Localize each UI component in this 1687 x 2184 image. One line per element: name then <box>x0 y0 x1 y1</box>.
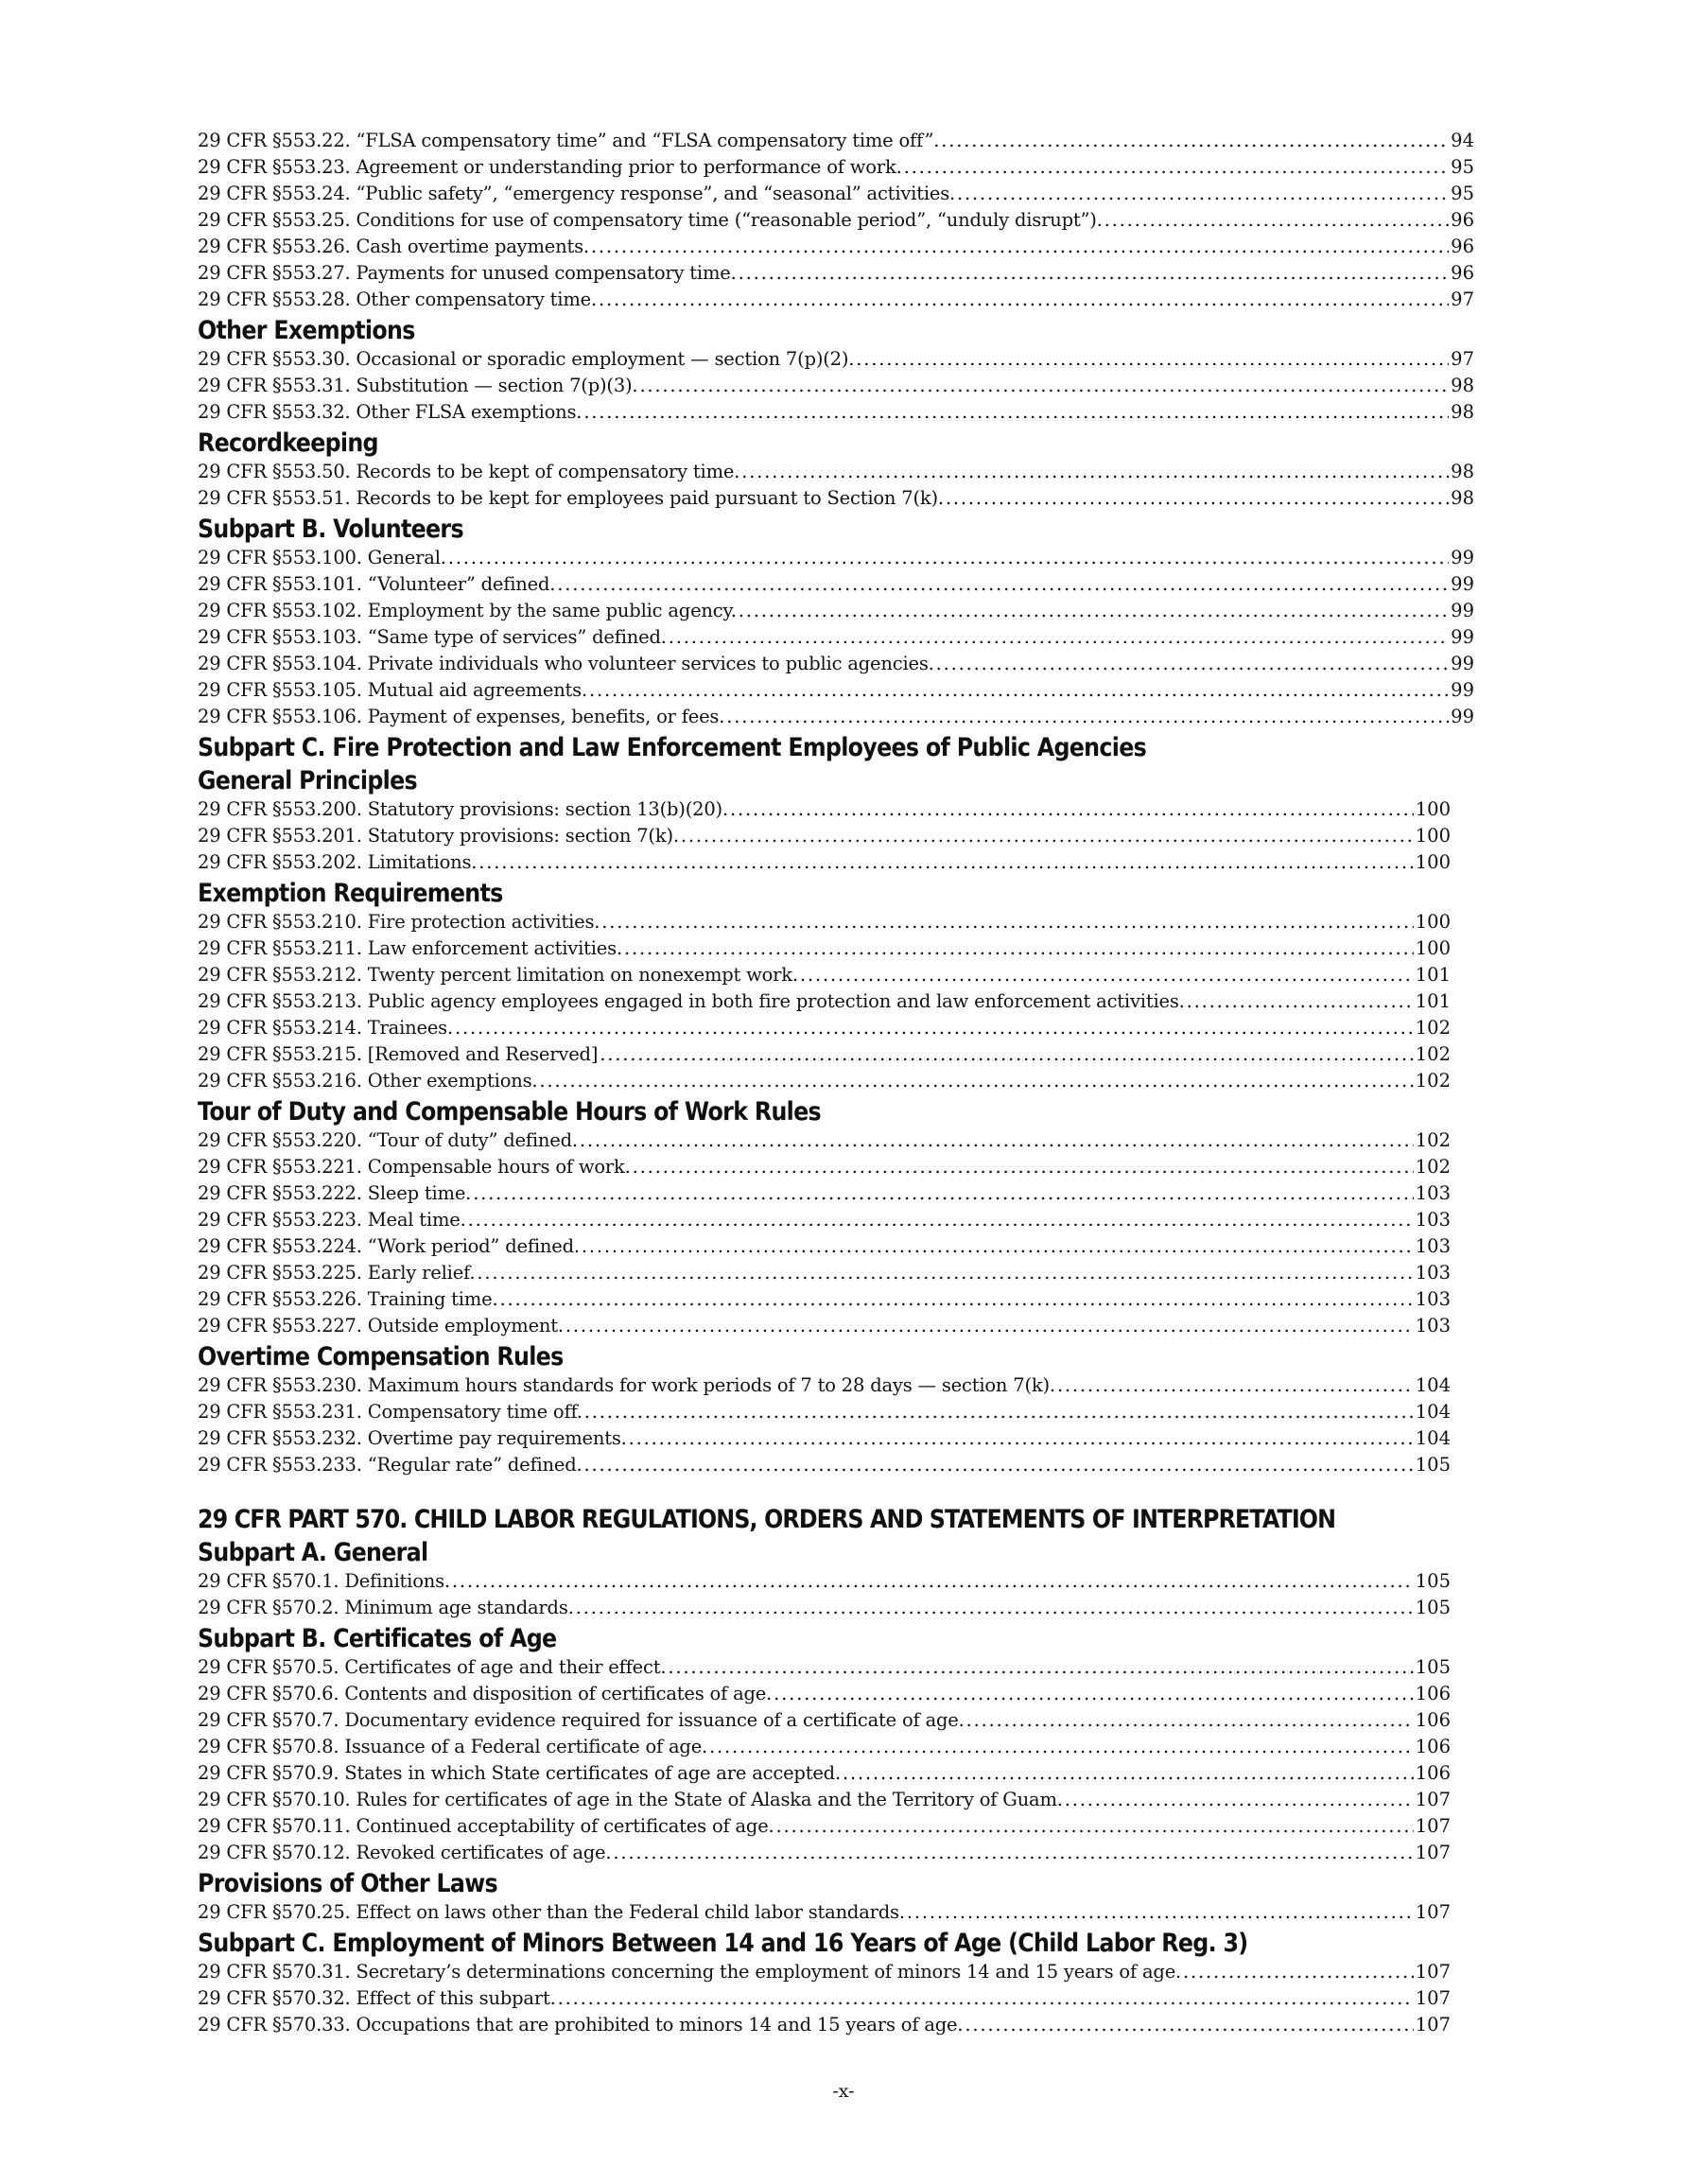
toc-entry-page: 99 <box>1451 706 1474 727</box>
toc-entry-page: 102 <box>1415 1070 1451 1092</box>
toc-entry-page: 107 <box>1415 1961 1451 1983</box>
dot-leader <box>965 2012 1413 2038</box>
dot-leader <box>601 909 1414 935</box>
toc-entry-page: 103 <box>1415 1262 1451 1284</box>
toc-entry[interactable] <box>198 1180 1451 1207</box>
toc-entry-title: 29 CFR §570.8. Issuance of a Federal certificate of age. <box>198 1736 708 1757</box>
toc-entry[interactable] <box>198 459 1474 485</box>
toc-entry-page: 104 <box>1415 1427 1451 1449</box>
toc-entry-title: 29 CFR §553.210. Fire protection activities. <box>198 911 600 933</box>
toc-entry[interactable] <box>198 1568 1451 1595</box>
dot-leader <box>583 399 1449 426</box>
dot-leader <box>613 1840 1413 1866</box>
toc-entry-page: 99 <box>1451 600 1474 621</box>
toc-entry[interactable] <box>198 399 1474 426</box>
toc-entry-page: 100 <box>1415 851 1451 873</box>
dot-leader <box>1187 988 1414 1015</box>
toc-entry[interactable] <box>198 909 1451 935</box>
toc-entry-page: 97 <box>1451 288 1474 310</box>
toc-entry-page: 107 <box>1415 1815 1451 1837</box>
dot-leader <box>739 260 1450 287</box>
section-heading: General Principles <box>198 766 417 795</box>
toc-entry-title: 29 CFR §553.232. Overtime pay requirements. <box>198 1427 627 1449</box>
toc-entry-title: 29 CFR §553.24. “Public safety”, “emergency response”, and “seasonal” activities. <box>198 183 956 204</box>
section-heading: Subpart C. Employment of Minors Between 14 and 16 Years of Age (Child Labor Reg. 3) <box>198 1929 1248 1958</box>
dot-leader <box>709 1734 1414 1760</box>
toc-entry-page: 96 <box>1451 262 1474 284</box>
toc-entry[interactable] <box>198 1207 1451 1233</box>
toc-entry-page: 107 <box>1415 1987 1451 2009</box>
toc-entry[interactable] <box>198 1313 1451 1339</box>
toc-entry-title: 29 CFR §553.106. Payment of expenses, benefits, or fees. <box>198 706 725 727</box>
toc-entry[interactable] <box>198 1787 1451 1813</box>
dot-leader <box>452 1568 1414 1595</box>
dot-leader <box>639 373 1449 399</box>
dot-leader <box>473 1180 1414 1207</box>
toc-entry-title: 29 CFR §553.102. Employment by the same public agency. <box>198 600 737 621</box>
toc-entry-title: 29 CFR §553.28. Other compensatory time. <box>198 288 597 310</box>
toc-entry-title: 29 CFR §553.51. Records to be kept for employees paid pursuant to Section 7(k). <box>198 487 944 509</box>
toc-entry-title: 29 CFR §553.220. “Tour of duty” defined. <box>198 1129 578 1151</box>
dot-leader <box>966 1707 1414 1734</box>
section-heading: Subpart B. Volunteers <box>198 515 463 544</box>
toc-entry-title: 29 CFR §570.32. Effect of this subpart. <box>198 1987 556 2009</box>
dot-leader <box>624 935 1414 962</box>
toc-entry-page: 103 <box>1415 1235 1451 1257</box>
toc-entry-title: 29 CFR §553.213. Public agency employees engaged in both fire protection and law enforcement activities. <box>198 990 1185 1012</box>
toc-entry-title: 29 CFR §570.11. Continued acceptability of certificates of age. <box>198 1815 774 1837</box>
toc-entry[interactable] <box>198 234 1474 260</box>
toc-entry-page: 103 <box>1415 1315 1451 1337</box>
toc-entry-page: 102 <box>1415 1129 1451 1151</box>
toc-entry[interactable] <box>198 485 1474 512</box>
dot-leader <box>582 1233 1414 1260</box>
toc-entry-title: 29 CFR §553.230. Maximum hours standards for work periods of 7 to 28 days — section 7(k). <box>198 1374 1055 1396</box>
section-heading: Subpart A. General <box>198 1538 428 1567</box>
toc-entry[interactable] <box>198 935 1451 962</box>
toc-entry-page: 100 <box>1415 937 1451 959</box>
toc-entry[interactable] <box>198 571 1474 598</box>
section-heading: Subpart C. Fire Protection and Law Enforcement Employees of Public Agencies <box>198 733 1147 762</box>
part-heading: 29 CFR PART 570. CHILD LABOR REGULATIONS, ORDERS AND STATEMENTS OF INTERPRETATION <box>198 1505 1336 1534</box>
toc-entry[interactable] <box>198 1068 1451 1094</box>
dot-leader <box>774 1681 1414 1707</box>
toc-entry[interactable] <box>198 598 1474 624</box>
dot-leader <box>941 128 1449 154</box>
toc-entry-page: 107 <box>1415 2014 1451 2035</box>
page-number: -x- <box>832 2081 855 2102</box>
toc-entry[interactable] <box>198 1654 1451 1681</box>
dot-leader <box>668 1654 1413 1681</box>
toc-entry[interactable] <box>198 260 1474 287</box>
dot-leader <box>539 1068 1413 1094</box>
dot-leader <box>589 677 1449 704</box>
toc-entry-title: 29 CFR §553.30. Occasional or sporadic employment — section 7(p)(2). <box>198 348 855 370</box>
toc-entry-title: 29 CFR §553.227. Outside employment. <box>198 1315 564 1337</box>
toc-entry-title: 29 CFR §570.5. Certificates of age and their effect. <box>198 1656 667 1678</box>
dot-leader <box>584 1399 1414 1425</box>
toc-entry-page: 103 <box>1415 1182 1451 1204</box>
toc-entry[interactable] <box>198 1959 1451 1985</box>
toc-entry[interactable] <box>198 1286 1451 1313</box>
dot-leader <box>599 287 1449 313</box>
toc-entry-title: 29 CFR §553.101. “Volunteer” defined. <box>198 573 556 595</box>
section-heading: Exemption Requirements <box>198 879 503 908</box>
toc-entry[interactable] <box>198 1127 1451 1154</box>
toc-entry-page: 98 <box>1451 487 1474 509</box>
dot-leader <box>1104 207 1450 234</box>
dot-leader <box>580 1127 1414 1154</box>
toc-entry[interactable] <box>198 1260 1451 1286</box>
toc-entry[interactable] <box>198 1372 1451 1399</box>
toc-entry-page: 105 <box>1415 1570 1451 1592</box>
toc-entry[interactable] <box>198 1734 1451 1760</box>
dot-leader <box>800 962 1414 988</box>
dot-leader <box>558 1985 1414 2012</box>
toc-entry-title: 29 CFR §553.104. Private individuals who volunteer services to public agencies. <box>198 653 934 674</box>
toc-entry-title: 29 CFR §553.224. “Work period” defined. <box>198 1235 580 1257</box>
toc-entry[interactable] <box>198 988 1451 1015</box>
toc-entry-page: 99 <box>1451 679 1474 701</box>
toc-entry-title: 29 CFR §553.233. “Regular rate” defined. <box>198 1454 583 1476</box>
toc-entry-page: 104 <box>1415 1401 1451 1423</box>
toc-entry-page: 105 <box>1415 1597 1451 1618</box>
toc-entry[interactable] <box>198 1899 1451 1926</box>
toc-entry[interactable] <box>198 128 1474 154</box>
toc-entry-page: 98 <box>1451 461 1474 482</box>
dot-leader <box>741 459 1449 485</box>
dot-leader <box>633 1154 1414 1180</box>
toc-entry[interactable] <box>198 373 1474 399</box>
toc-entry-title: 29 CFR §553.231. Compensatory time off. <box>198 1401 583 1423</box>
toc-entry-page: 100 <box>1415 911 1451 933</box>
toc-entry-title: 29 CFR §553.211. Law enforcement activities. <box>198 937 622 959</box>
toc-entry-page: 96 <box>1451 209 1474 231</box>
section-heading: Overtime Compensation Rules <box>198 1342 564 1372</box>
toc-entry-title: 29 CFR §553.221. Compensable hours of work. <box>198 1156 631 1178</box>
section-heading: Other Exemptions <box>198 316 415 345</box>
toc-entry-title: 29 CFR §570.25. Effect on laws other than the Federal child labor standards. <box>198 1901 905 1923</box>
toc-entry[interactable] <box>198 677 1474 704</box>
toc-entry-title: 29 CFR §570.33. Occupations that are prohibited to minors 14 and 15 years of age. <box>198 2014 964 2035</box>
toc-entry[interactable] <box>198 1707 1451 1734</box>
toc-entry-page: 102 <box>1415 1043 1451 1065</box>
toc-entry-title: 29 CFR §570.6. Contents and disposition of certificates of age. <box>198 1683 773 1704</box>
toc-entry-title: 29 CFR §553.212. Twenty percent limitation on nonexempt work. <box>198 964 798 986</box>
toc-entry[interactable] <box>198 287 1474 313</box>
toc-entry-page: 99 <box>1451 547 1474 568</box>
toc-entry-page: 100 <box>1415 798 1451 820</box>
dot-leader <box>776 1813 1414 1840</box>
section-heading: Recordkeeping <box>198 428 378 458</box>
dot-leader <box>468 1207 1414 1233</box>
toc-entry[interactable] <box>198 1425 1451 1452</box>
toc-entry-title: 29 CFR §553.25. Conditions for use of compensatory time (“reasonable period”, “unduly disrupt”). <box>198 209 1103 231</box>
dot-leader <box>584 1452 1414 1478</box>
toc-entry[interactable] <box>198 207 1474 234</box>
toc-entry-title: 29 CFR §553.31. Substitution — section 7(p)(3). <box>198 375 638 396</box>
toc-entry-title: 29 CFR §570.1. Definitions. <box>198 1570 450 1592</box>
toc-entry-page: 103 <box>1415 1288 1451 1310</box>
dot-leader <box>946 485 1449 512</box>
dot-leader <box>730 796 1414 823</box>
toc-entry[interactable] <box>198 2012 1451 2038</box>
toc-entry-title: 29 CFR §553.215. [Removed and Reserved] <box>198 1043 599 1065</box>
toc-entry-title: 29 CFR §553.222. Sleep time. <box>198 1182 472 1204</box>
section-heading: Provisions of Other Laws <box>198 1869 497 1898</box>
dot-leader <box>669 624 1449 651</box>
toc-entry-title: 29 CFR §553.201. Statutory provisions: section 7(k). <box>198 825 679 847</box>
dot-leader <box>843 1760 1414 1787</box>
toc-entry-title: 29 CFR §553.200. Statutory provisions: section 13(b)(20). <box>198 798 728 820</box>
toc-entry[interactable] <box>198 1399 1451 1425</box>
dot-leader <box>904 154 1450 181</box>
toc-entry-title: 29 CFR §553.105. Mutual aid agreements. <box>198 679 587 701</box>
toc-entry-title: 29 CFR §553.226. Training time. <box>198 1288 498 1310</box>
toc-entry[interactable] <box>198 1015 1451 1041</box>
toc-entry-title: 29 CFR §553.50. Records to be kept of compensatory time. <box>198 461 740 482</box>
toc-entry-title: 29 CFR §570.31. Secretary’s determinations concerning the employment of minors 14 and 15 years of age. <box>198 1961 1182 1983</box>
toc-entry-title: 29 CFR §553.26. Cash overtime payments. <box>198 236 589 257</box>
dot-leader <box>557 571 1449 598</box>
toc-entry[interactable] <box>198 1595 1451 1621</box>
toc-entry-page: 95 <box>1451 156 1474 178</box>
toc-entry[interactable] <box>198 545 1474 571</box>
toc-entry[interactable] <box>198 181 1474 207</box>
toc-entry-title: 29 CFR §553.22. “FLSA compensatory time” and “FLSA compensatory time off”. <box>198 130 940 151</box>
toc-entry[interactable] <box>198 1452 1451 1478</box>
toc-entry[interactable] <box>198 154 1474 181</box>
toc-entry-page: 99 <box>1451 626 1474 648</box>
dot-leader <box>726 704 1449 730</box>
toc-entry[interactable] <box>198 346 1474 373</box>
toc-entry-page: 98 <box>1451 375 1474 396</box>
dot-leader <box>499 1286 1413 1313</box>
toc-entry-page: 101 <box>1415 990 1451 1012</box>
toc-entry-page: 102 <box>1415 1156 1451 1178</box>
dot-leader <box>600 1041 1414 1068</box>
toc-entry[interactable] <box>198 1681 1451 1707</box>
dot-leader <box>907 1899 1414 1926</box>
dot-leader <box>936 651 1450 677</box>
toc-entry-page: 106 <box>1415 1762 1451 1784</box>
toc-entry-page: 97 <box>1451 348 1474 370</box>
toc-entry-title: 29 CFR §553.27. Payments for unused compensatory time. <box>198 262 737 284</box>
toc-entry[interactable] <box>198 1154 1451 1180</box>
toc-entry-page: 95 <box>1451 183 1474 204</box>
toc-entry[interactable] <box>198 962 1451 988</box>
toc-entry-page: 106 <box>1415 1683 1451 1704</box>
section-gap <box>198 1478 1474 1502</box>
toc-entry-title: 29 CFR §553.23. Agreement or understanding prior to performance of work. <box>198 156 902 178</box>
toc-entry-page: 106 <box>1415 1736 1451 1757</box>
dot-leader <box>565 1313 1414 1339</box>
toc-entry-title: 29 CFR §570.10. Rules for certificates of age in the State of Alaska and the Territory of Guam. <box>198 1789 1063 1810</box>
toc-entry-title: 29 CFR §553.103. “Same type of services” defined. <box>198 626 667 648</box>
dot-leader <box>1057 1372 1414 1399</box>
toc-entry-page: 99 <box>1451 653 1474 674</box>
dot-leader <box>957 181 1449 207</box>
dot-leader <box>1183 1959 1414 1985</box>
toc-entry-page: 105 <box>1415 1656 1451 1678</box>
dot-leader <box>739 598 1449 624</box>
toc-entry-page: 99 <box>1451 573 1474 595</box>
toc-entry-title: 29 CFR §570.7. Documentary evidence required for issuance of a certificate of age. <box>198 1709 965 1731</box>
dot-leader <box>591 234 1449 260</box>
toc-entry[interactable] <box>198 651 1474 677</box>
toc-entry-title: 29 CFR §553.216. Other exemptions. <box>198 1070 538 1092</box>
toc-entry-page: 102 <box>1415 1017 1451 1039</box>
toc-entry-title: 29 CFR §570.2. Minimum age standards. <box>198 1597 574 1618</box>
toc-entry-title: 29 CFR §553.214. Trainees. <box>198 1017 453 1039</box>
dot-leader <box>1065 1787 1414 1813</box>
toc-entry[interactable] <box>198 1041 1451 1068</box>
toc-entry[interactable] <box>198 823 1451 849</box>
toc-entry-title: 29 CFR §570.12. Revoked certificates of age. <box>198 1842 612 1863</box>
toc-entry-page: 96 <box>1451 236 1474 257</box>
toc-entry-page: 107 <box>1415 1789 1451 1810</box>
toc-entry-page: 94 <box>1451 130 1474 151</box>
toc-entry-page: 106 <box>1415 1709 1451 1731</box>
toc-entry[interactable] <box>198 704 1474 730</box>
toc-entry-title: 29 CFR §553.223. Meal time. <box>198 1209 466 1231</box>
dot-leader <box>448 545 1449 571</box>
dot-leader <box>477 1260 1413 1286</box>
toc-entry-title: 29 CFR §553.100. General. <box>198 547 446 568</box>
toc-entry[interactable] <box>198 1985 1451 2012</box>
toc-entry[interactable] <box>198 624 1474 651</box>
toc-entry-title: 29 CFR §553.32. Other FLSA exemptions. <box>198 401 583 423</box>
toc-entry[interactable] <box>198 1233 1451 1260</box>
toc-entry-page: 104 <box>1415 1374 1451 1396</box>
dot-leader <box>455 1015 1414 1041</box>
dot-leader <box>629 1425 1414 1452</box>
section-heading: Tour of Duty and Compensable Hours of Work Rules <box>198 1097 821 1127</box>
toc-entry[interactable] <box>198 1840 1451 1866</box>
toc-entry[interactable] <box>198 849 1451 876</box>
toc-entry-page: 107 <box>1415 1842 1451 1863</box>
toc-entry[interactable] <box>198 796 1451 823</box>
dot-leader <box>478 849 1413 876</box>
toc-entry[interactable] <box>198 1813 1451 1840</box>
toc-entry-page: 107 <box>1415 1901 1451 1923</box>
section-heading: Subpart B. Certificates of Age <box>198 1624 557 1653</box>
toc-entry-page: 101 <box>1415 964 1451 986</box>
dot-leader <box>681 823 1414 849</box>
toc-entry-title: 29 CFR §553.225. Early relief. <box>198 1262 476 1284</box>
toc-entry-page: 100 <box>1415 825 1451 847</box>
toc-entry-page: 98 <box>1451 401 1474 423</box>
toc-entry-page: 105 <box>1415 1454 1451 1476</box>
toc-entry-title: 29 CFR §553.202. Limitations. <box>198 851 478 873</box>
toc-entry-page: 103 <box>1415 1209 1451 1231</box>
dot-leader <box>576 1595 1414 1621</box>
toc-entry[interactable] <box>198 1760 1451 1787</box>
table-of-contents <box>198 128 1474 2038</box>
dot-leader <box>856 346 1449 373</box>
toc-entry-title: 29 CFR §570.9. States in which State certificates of age are accepted. <box>198 1762 841 1784</box>
